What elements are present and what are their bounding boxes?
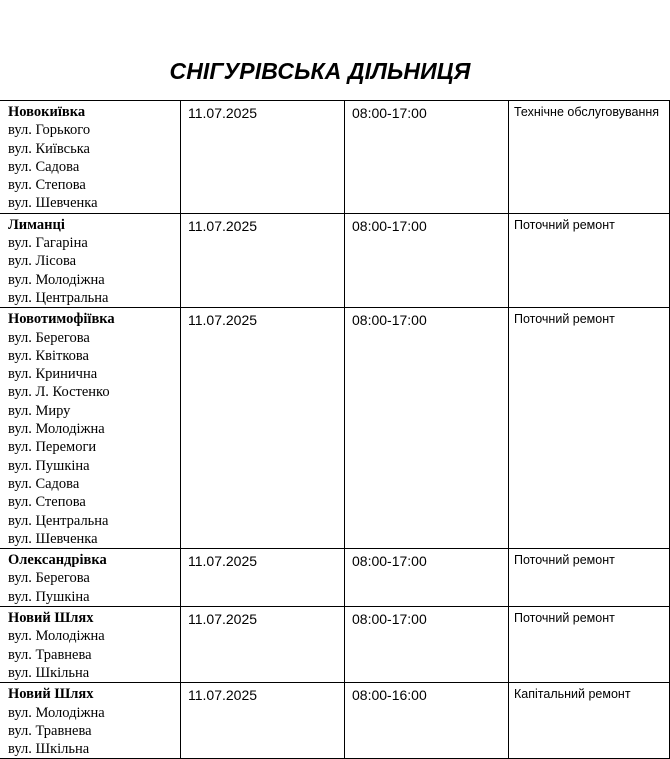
work-type-cell xyxy=(509,213,670,307)
work-type: Поточний ремонт xyxy=(514,312,615,327)
street-name: вул. Кринична xyxy=(8,366,98,383)
date-cell xyxy=(181,683,345,759)
settlement-name: Новий Шлях xyxy=(8,610,94,627)
date-cell xyxy=(181,607,345,683)
street-name: вул. Пушкіна xyxy=(8,588,90,605)
work-type-cell xyxy=(509,607,670,683)
street-name: вул. Степова xyxy=(8,177,86,194)
time-cell xyxy=(345,308,509,549)
work-type: Поточний ремонт xyxy=(514,217,615,232)
time-cell xyxy=(345,213,509,307)
street-name: вул. Лісова xyxy=(8,253,77,270)
street-name: вул. Перемоги xyxy=(8,439,97,456)
address-cell xyxy=(0,683,181,759)
outage-date: 11.07.2025 xyxy=(188,105,258,121)
settlement-name: Новотимофіївка xyxy=(8,311,115,328)
outage-time-range: 08:00-17:00 xyxy=(352,611,427,628)
outage-date: 11.07.2025 xyxy=(188,611,258,628)
outage-date: 11.07.2025 xyxy=(188,687,258,704)
street-name: вул. Молодіжна xyxy=(8,628,105,645)
work-type: Поточний ремонт xyxy=(514,553,615,568)
work-type: Капітальний ремонт xyxy=(514,687,631,702)
street-name: вул. Садова xyxy=(8,475,80,492)
street-name: вул. Горького xyxy=(8,122,91,139)
street-name: вул. Травнева xyxy=(8,722,92,739)
time-cell xyxy=(345,549,509,607)
table-row xyxy=(0,213,670,307)
outage-time-range: 08:00-17:00 xyxy=(352,553,427,570)
address-cell xyxy=(0,213,181,307)
table-row xyxy=(0,607,670,683)
work-type-cell xyxy=(509,683,670,759)
address-cell xyxy=(0,607,181,683)
work-type: Поточний ремонт xyxy=(514,611,615,626)
work-type-cell xyxy=(509,101,670,214)
time-cell xyxy=(345,101,509,214)
street-name: вул. Берегова xyxy=(8,329,90,346)
street-name: вул. Київська xyxy=(8,140,90,157)
settlement-name: Олександрівка xyxy=(8,552,107,569)
outage-time-range: 08:00-17:00 xyxy=(352,105,427,121)
date-cell xyxy=(181,213,345,307)
work-type-cell xyxy=(509,308,670,549)
street-name: вул. Шкільна xyxy=(8,741,90,758)
outage-schedule-table xyxy=(0,100,670,759)
outage-date: 11.07.2025 xyxy=(188,312,258,329)
street-name: вул. Садова xyxy=(8,158,80,175)
street-name: вул. Молодіжна xyxy=(8,704,105,721)
time-cell xyxy=(345,607,509,683)
date-cell xyxy=(181,308,345,549)
street-name: вул. Пушкіна xyxy=(8,457,90,474)
street-name: вул. Молодіжна xyxy=(8,271,105,288)
work-type: Технічне обслуговування xyxy=(514,105,660,119)
street-name: вул. Л. Костенко xyxy=(8,384,110,401)
street-name: вул. Берегова xyxy=(8,570,90,587)
settlement-name: Лиманці xyxy=(8,216,65,233)
table-row xyxy=(0,683,670,759)
street-name: вул. Травнева xyxy=(8,646,92,663)
table-row xyxy=(0,308,670,549)
street-name: вул. Степова xyxy=(8,494,86,511)
outage-time-range: 08:00-17:00 xyxy=(352,217,427,234)
date-cell xyxy=(181,101,345,214)
street-name: вул. Шкільна xyxy=(8,664,90,681)
page-title: СНІГУРІВСЬКА ДІЛЬНИЦЯ xyxy=(169,58,471,84)
work-type-cell xyxy=(509,549,670,607)
date-cell xyxy=(181,549,345,607)
street-name: вул. Квіткова xyxy=(8,347,89,364)
street-name: вул. Миру xyxy=(8,402,71,419)
settlement-name: Новокиївка xyxy=(8,104,86,120)
street-name: вул. Шевченка xyxy=(8,530,98,547)
outage-time-range: 08:00-17:00 xyxy=(352,312,427,329)
street-name: вул. Центральна xyxy=(8,289,109,306)
address-cell xyxy=(0,101,181,214)
street-name: вул. Гагаріна xyxy=(8,235,88,252)
table-row xyxy=(0,549,670,607)
street-name: вул. Центральна xyxy=(8,512,109,529)
outage-date: 11.07.2025 xyxy=(188,217,258,234)
address-cell xyxy=(0,549,181,607)
street-name: вул. Молодіжна xyxy=(8,421,105,438)
time-cell xyxy=(345,683,509,759)
outage-time-range: 08:00-16:00 xyxy=(352,687,427,704)
settlement-name: Новий Шлях xyxy=(8,686,94,703)
address-cell xyxy=(0,308,181,549)
schedule-body xyxy=(0,101,670,759)
outage-date: 11.07.2025 xyxy=(188,553,258,570)
table-row xyxy=(0,101,670,214)
street-name: вул. Шевченка xyxy=(8,195,98,212)
